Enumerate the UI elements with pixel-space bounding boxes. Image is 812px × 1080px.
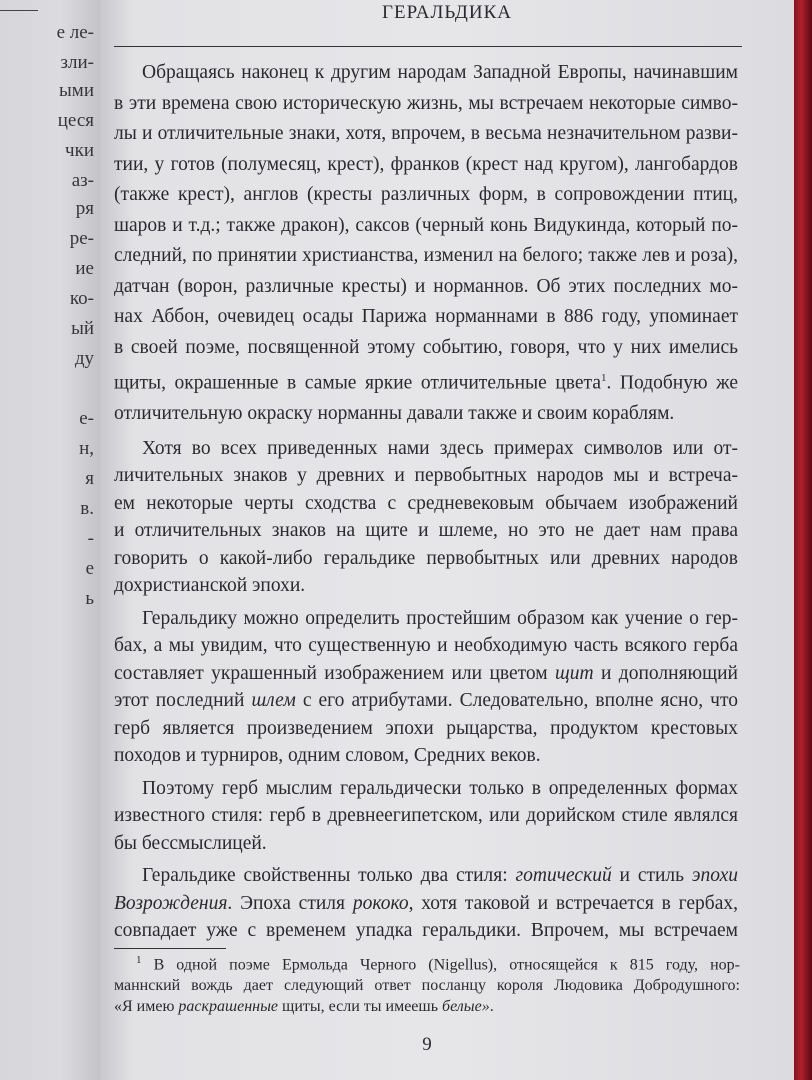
text-line: [114, 545, 738, 573]
text-line: [114, 660, 738, 688]
text-line: [114, 211, 738, 242]
facing-page-fragment: ь: [85, 588, 94, 609]
text-segment: щиты, если ты имеешь: [278, 998, 443, 1016]
text-segment: в эти времена свою историческую жизнь, мы встречаем некоторые симво-: [114, 92, 738, 114]
text-segment: «Я имею: [114, 998, 179, 1016]
header-rule: [114, 46, 742, 47]
facing-page-fragment: ре-: [69, 228, 94, 249]
page-number: 9: [422, 1034, 432, 1055]
footnote-rule: [114, 948, 226, 949]
text-segment: щиты, окрашенные в самые яркие отличительные цвета: [114, 372, 601, 394]
text-segment: этот последний: [114, 690, 252, 711]
text-segment: герб является произведением эпохи рыцарства, продуктом крестовых: [114, 717, 738, 739]
text-line: [114, 363, 738, 399]
paragraph: [114, 58, 738, 430]
text-segment: , хотя таковой и встречается в гербах,: [408, 892, 738, 914]
text-segment: Обращаясь наконец к другим народам Западной Европы, начинавшим: [142, 62, 738, 83]
text-segment: Хотя во всех приведенных нами здесь примерах символов или от-: [142, 437, 738, 459]
text-segment: . Подобную же: [606, 372, 738, 394]
text-line: [114, 180, 738, 211]
text-segment: бах, а мы увидим, что существенную и необходимую часть всякого герба: [114, 635, 738, 656]
text-segment: .: [489, 998, 494, 1016]
text-segment: и стиль: [611, 865, 692, 886]
italic-text: готический: [515, 865, 612, 886]
text-segment: Геральдике свойственны только два стиля:: [142, 865, 516, 886]
text-segment: ем некоторые черты сходства с средневековым обычаем изображений: [114, 492, 738, 514]
book-page: [100, 0, 794, 1080]
facing-page-fragment: е: [85, 558, 94, 579]
italic-text: Возрождения: [114, 892, 228, 914]
italic-text: рококо: [352, 892, 409, 914]
text-segment: совпадает уже с временем упадка геральдики. Впрочем, мы встречаем: [114, 920, 738, 941]
text-line: [114, 435, 738, 463]
text-line: [114, 119, 738, 150]
facing-page-fragment: чки: [65, 140, 94, 161]
text-segment: тии, у готов (полумесяц, крест), франков (крест над кругом), лангобардов: [114, 153, 738, 175]
facing-page-fragment: н,: [79, 438, 94, 459]
facing-page-fragment: в.: [80, 498, 94, 519]
text-line: [114, 687, 738, 715]
footnote: [114, 950, 740, 1017]
text-line: [114, 302, 738, 333]
text-line: [114, 399, 738, 430]
text-line: [114, 605, 738, 633]
text-segment: отличительную окраску норманны давали также и своим кораблям.: [114, 403, 675, 424]
footnote-marker: 1: [136, 954, 142, 966]
italic-text: шлем: [251, 690, 296, 711]
text-line: [114, 950, 740, 975]
facing-page-fragment: ду: [74, 348, 94, 369]
text-line: [114, 890, 738, 918]
text-line: [114, 632, 738, 660]
text-segment: и отличительных знаков на щите и шлеме, но это не дает нам права: [114, 520, 738, 541]
book-cover-edge: [794, 0, 812, 1080]
italic-text: раскрашенные: [178, 998, 278, 1016]
text-line: [114, 715, 738, 743]
facing-page-fragment: ря: [75, 198, 94, 219]
facing-page-fragment: е-: [79, 408, 94, 429]
text-segment: личительных знаков у древних и первобытных народов мы и встреча-: [114, 465, 738, 486]
paragraph: [114, 435, 738, 600]
text-segment: говорить о какой-либо геральдике первобытных или древних народов: [114, 547, 738, 569]
facing-page-fragment: ыми: [59, 80, 94, 101]
text-line: [114, 862, 738, 890]
page-body: [114, 58, 738, 950]
text-segment: В одной поэме Ермольда Черного (Nigellus), относящейся к 815 году, нор-: [141, 956, 740, 974]
text-line: [114, 490, 738, 518]
text-segment: лы и отличительные знаки, хотя, впрочем, в весьма незначительном разви-: [114, 123, 738, 144]
text-segment: Поэтому герб мыслим геральдически только в определенных формах: [142, 777, 738, 799]
text-segment: известного стиля: герб в древнеегипетском, или дорийском стиле являлся: [114, 805, 738, 826]
text-line: [114, 462, 738, 490]
footnote-marker: 1: [600, 372, 607, 384]
paragraph: [114, 775, 738, 858]
text-segment: Геральдику можно определить простейшим образом как учение о гер-: [142, 607, 738, 629]
facing-page-fragment: е ле-: [56, 22, 94, 43]
text-line: [114, 830, 738, 858]
text-line: [114, 241, 738, 272]
text-segment: и дополняющий: [593, 662, 738, 684]
facing-page-fragment: зли-: [60, 52, 94, 73]
text-segment: (также крест), англов (кресты различных форм, в сопровождении птиц,: [114, 184, 738, 205]
text-segment: дохристианской эпохи.: [114, 575, 306, 596]
text-line: [114, 333, 738, 364]
text-segment: маннский вождь дает следующий ответ посланцу короля Людовика Добродушного:: [114, 977, 740, 995]
facing-page-fragment: цеся: [57, 110, 94, 131]
text-line: [114, 775, 738, 803]
text-segment: составляет украшенный изображением или цветом: [114, 662, 556, 684]
text-line: [114, 742, 738, 770]
facing-page-fragment: ый: [71, 318, 94, 339]
text-segment: шаров и т.д.; также дракон), саксов (черный конь Видукинда, который по-: [114, 214, 738, 236]
text-line: [114, 150, 738, 181]
text-segment: следний, по принятии христианства, изменил на белого; также лев и роза),: [114, 245, 738, 266]
paragraph: [114, 862, 738, 945]
facing-page-rule: [0, 10, 38, 11]
text-segment: . Эпоха стиля: [227, 892, 353, 914]
text-segment: бы бессмыслицей.: [114, 832, 267, 854]
facing-page-fragment: ие: [75, 258, 94, 279]
text-line: [114, 89, 738, 120]
italic-text: белые»: [442, 998, 490, 1016]
facing-page-fragment: -: [87, 528, 94, 549]
text-segment: датчан (ворон, различные кресты) и норманнов. Об этих последних мо-: [114, 275, 738, 297]
paragraph: [114, 605, 738, 770]
italic-text: эпохи: [691, 865, 739, 886]
running-header: ГЕРАЛЬДИКА: [382, 2, 512, 23]
text-line: [114, 996, 740, 1017]
facing-page-fragment: я: [85, 468, 94, 489]
text-segment: походов и турниров, одним словом, Средних веков.: [114, 745, 541, 766]
text-line: [114, 572, 738, 600]
italic-text: щит: [555, 662, 594, 684]
facing-page-fragment: аз-: [71, 170, 94, 191]
facing-page-edge: [0, 0, 100, 1080]
text-line: [114, 975, 740, 996]
text-line: [114, 517, 738, 545]
text-line: [114, 58, 738, 89]
facing-page-fragment: ко-: [69, 288, 94, 309]
text-line: [114, 917, 738, 945]
text-line: [114, 272, 738, 303]
text-segment: в своей поэме, посвященной этому событию, говоря, что у них имелись: [114, 336, 738, 358]
text-line: [114, 802, 738, 830]
text-segment: с его атрибутами. Следовательно, вполне ясно, что: [295, 690, 738, 711]
text-segment: нах Аббон, очевидец осады Парижа норманнами в 886 году, упоминает: [114, 306, 738, 327]
